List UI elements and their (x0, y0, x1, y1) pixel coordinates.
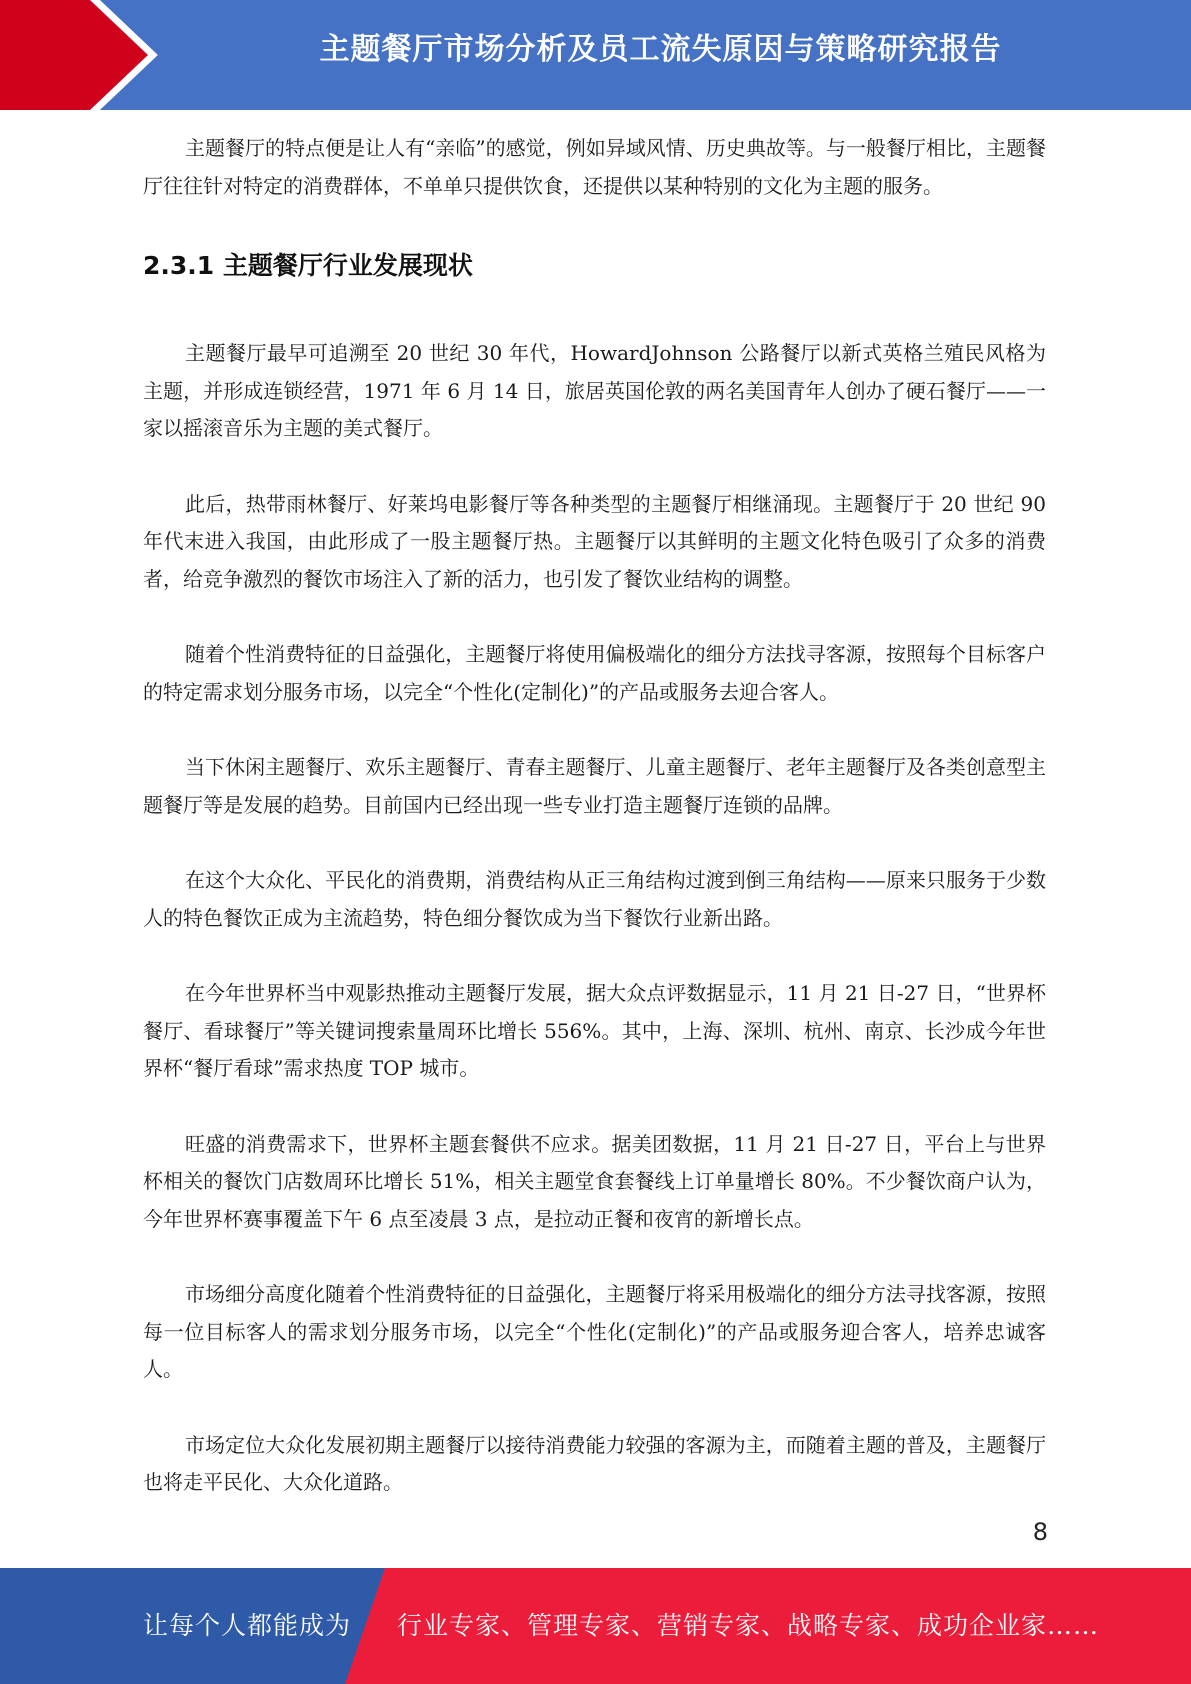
body-paragraph: 市场定位大众化发展初期主题餐厅以接待消费能力较强的客源为主，而随着主题的普及，主题餐厅也将走平民化、大众化道路。 (143, 1432, 1046, 1494)
intro-paragraph: 主题餐厅的特点便是让人有“亲临”的感觉，例如异域风情、历史典故等。与一般餐厅相比，主题餐厅往往针对特定的消费群体，不单单只提供饮食，还提供以某种特别的文化为主题的服务。 (143, 136, 1046, 198)
body-paragraph: 市场细分高度化随着个性消费特征的日益强化，主题餐厅将采用极端化的细分方法寻找客源，按照每一位目标客人的需求划分服务市场，以完全“个性化(定制化)”的产品或服务迎合客人，培养忠诚客人。 (143, 1282, 1046, 1381)
body-paragraph: 随着个性消费特征的日益强化，主题餐厅将使用偏极端化的细分方法找寻客源，按照每个目标客户的特定需求划分服务市场，以完全“个性化(定制化)”的产品或服务去迎合客人。 (143, 642, 1046, 704)
page-footer (0, 1568, 1191, 1684)
body-paragraph: 旺盛的消费需求下，世界杯主题套餐供不应求。据美团数据，11 月 21 日-27 日，平台上与世界杯相关的餐饮门店数周环比增长 51%，相关主题堂食套餐线上订单量增长 80%。不少餐饮商户认为，今年世界杯赛事覆盖下午 6 点至凌晨 3 点，是拉动正餐和夜宵的新增长点。 (143, 1131, 1046, 1231)
footer-slogan-right: 行业专家、管理专家、营销专家、战略专家、成功企业家…… (397, 1611, 1100, 1640)
body-paragraph: 在今年世界杯当中观影热推动主题餐厅发展，据大众点评数据显示，11 月 21 日-27 日，“世界杯餐厅、看球餐厅”等关键词搜索量周环比增长 556%。其中，上海、深圳、杭州、南京、长沙成今年世界杯“餐厅看球”需求热度 TOP 城市。 (143, 981, 1046, 1080)
page-number: 8 (1032, 1518, 1048, 1546)
body-paragraph: 此后，热带雨林餐厅、好莱坞电影餐厅等各种类型的主题餐厅相继涌现。主题餐厅于 20 世纪 90 年代末进入我国，由此形成了一股主题餐厅热。主题餐厅以其鲜明的主题文化特色吸引了众多的消费者，给竞争激烈的餐饮市场注入了新的活力，也引发了餐饮业结构的调整。 (143, 491, 1046, 591)
body-paragraph: 当下休闲主题餐厅、欢乐主题餐厅、青春主题餐厅、儿童主题餐厅、老年主题餐厅及各类创意型主题餐厅等是发展的趋势。目前国内已经出现一些专业打造主题餐厅连锁的品牌。 (143, 755, 1046, 817)
report-title: 主题餐厅市场分析及员工流失原因与策略研究报告 (319, 32, 1002, 67)
body-paragraph: 主题餐厅最早可追溯至 20 世纪 30 年代，HowardJohnson 公路餐厅以新式英格兰殖民风格为主题，并形成连锁经营，1971 年 6 月 14 日，旅居英国伦敦的两名美国青年人创办了硬石餐厅——一家以摇滚音乐为主题的美式餐厅。 (143, 341, 1046, 440)
footer-slogan-left: 让每个人都能成为 (143, 1611, 352, 1640)
section-heading: 2.3.1 主题餐厅行业发展现状 (143, 251, 473, 280)
document-body (143, 130, 1046, 1540)
body-paragraph: 在这个大众化、平民化的消费期，消费结构从正三角结构过渡到倒三角结构——原来只服务于少数人的特色餐饮正成为主流趋势，特色细分餐饮成为当下餐饮行业新出路。 (143, 868, 1046, 930)
header-chevron-decoration (0, 0, 160, 110)
page-header (0, 0, 1191, 110)
